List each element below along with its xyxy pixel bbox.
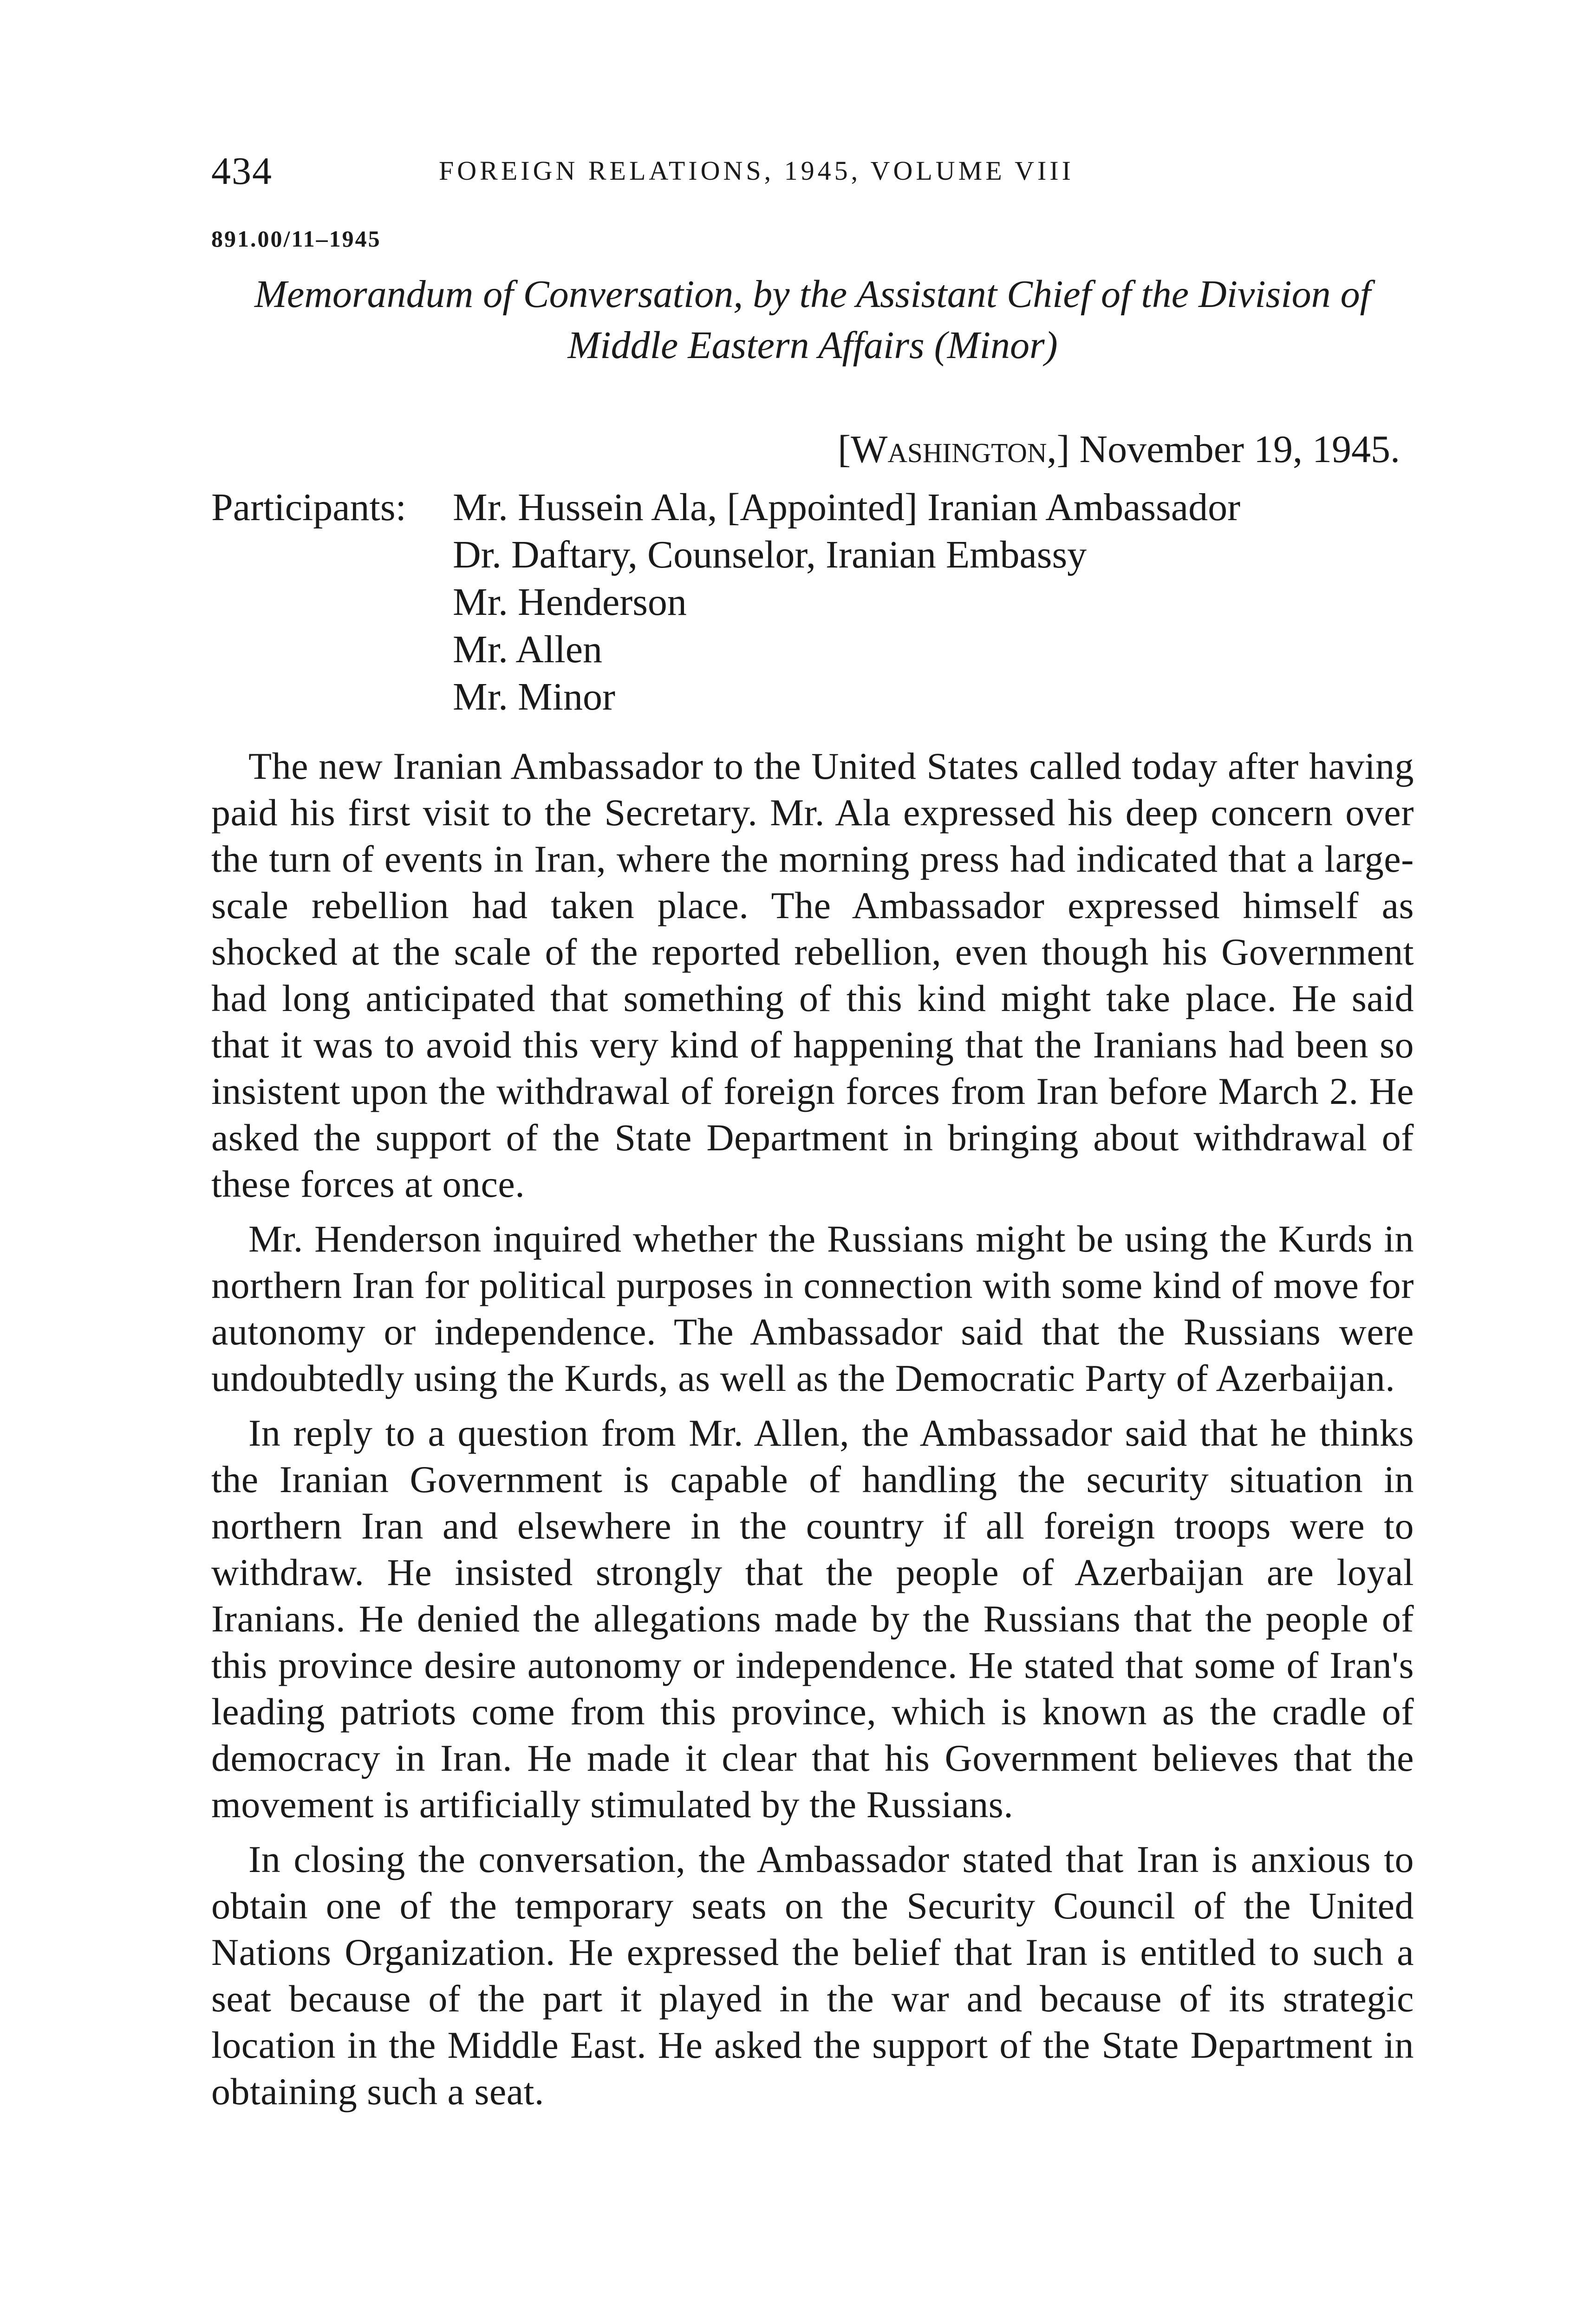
participants-block bbox=[211, 484, 1414, 721]
body-paragraph: In closing the conversation, the Ambassador stated that Iran is anxious to obtain one of the temporary seats on the Security Council of the United Nations Organization. He expressed the belief that Iran is entitled to such a seat because of the part it played in the war and because of its strategic location in the Middle East. He asked the support of the State Department in obtaining such a seat. bbox=[211, 1838, 1414, 2113]
participant-item: Dr. Daftary, Counselor, Iranian Embassy bbox=[453, 533, 1087, 576]
file-reference: 891.00/11–1945 bbox=[211, 226, 381, 252]
dateline bbox=[211, 427, 1414, 472]
participant-item: Mr. Minor bbox=[453, 675, 616, 718]
running-title: FOREIGN RELATIONS, 1945, VOLUME VIII bbox=[439, 156, 1074, 186]
page-number: 434 bbox=[211, 150, 273, 193]
body-paragraph: The new Iranian Ambassador to the United States called today after having paid his first visit to the Secretary. Mr. Ala expressed his deep concern over the turn of events in Iran, where the morning press had indicated that a large-scale rebellion had taken place. The Ambassador expressed himself as shocked at the scale of the reported rebellion, even though his Government had long anticipated that something of this kind might take place. He said that it was to avoid this very kind of happening that the Iranians had been so insistent upon the withdrawal of foreign forces from Iran before March 2. He asked the support of the State Department in bringing about withdrawal of these forces at once. bbox=[211, 745, 1414, 1205]
body-paragraph: In reply to a question from Mr. Allen, the Ambassador said that he thinks the Iranian Government is capable of handling the security situation in northern Iran and elsewhere in the country if all foreign troops were to withdraw. He insisted strongly that the people of Azerbaijan are loyal Iranians. He denied the allegations made by the Russians that the people of this province desire autonomy or independence. He stated that some of Iran's leading patriots come from this province, which is known as the cradle of democracy in Iran. He made it clear that his Government believes that the movement is artificially stimulated by the Russians. bbox=[211, 1412, 1414, 1826]
dateline-place: [Washington,] bbox=[838, 428, 1070, 471]
participant-item: Mr. Hussein Ala, [Appointed] Iranian Ambassador bbox=[453, 486, 1241, 529]
participant-item: Mr. Henderson bbox=[453, 580, 687, 624]
document-page bbox=[211, 149, 1414, 2115]
participants-label: Participants: bbox=[211, 486, 406, 529]
body-paragraph: Mr. Henderson inquired whether the Russians might be using the Kurds in northern Iran for political purposes in connection with some kind of move for autonomy or independence. The Ambassador said that the Russians were undoubtedly using the Kurds, as well as the Democratic Party of Azerbaijan. bbox=[211, 1218, 1414, 1399]
participant-item: Mr. Allen bbox=[453, 628, 603, 671]
dateline-date: November 19, 1945. bbox=[1079, 428, 1400, 471]
running-header bbox=[211, 149, 1414, 204]
document-title: Memorandum of Conversation, by the Assistant Chief of the Division of Middle Eastern Affairs (Minor) bbox=[254, 273, 1371, 367]
